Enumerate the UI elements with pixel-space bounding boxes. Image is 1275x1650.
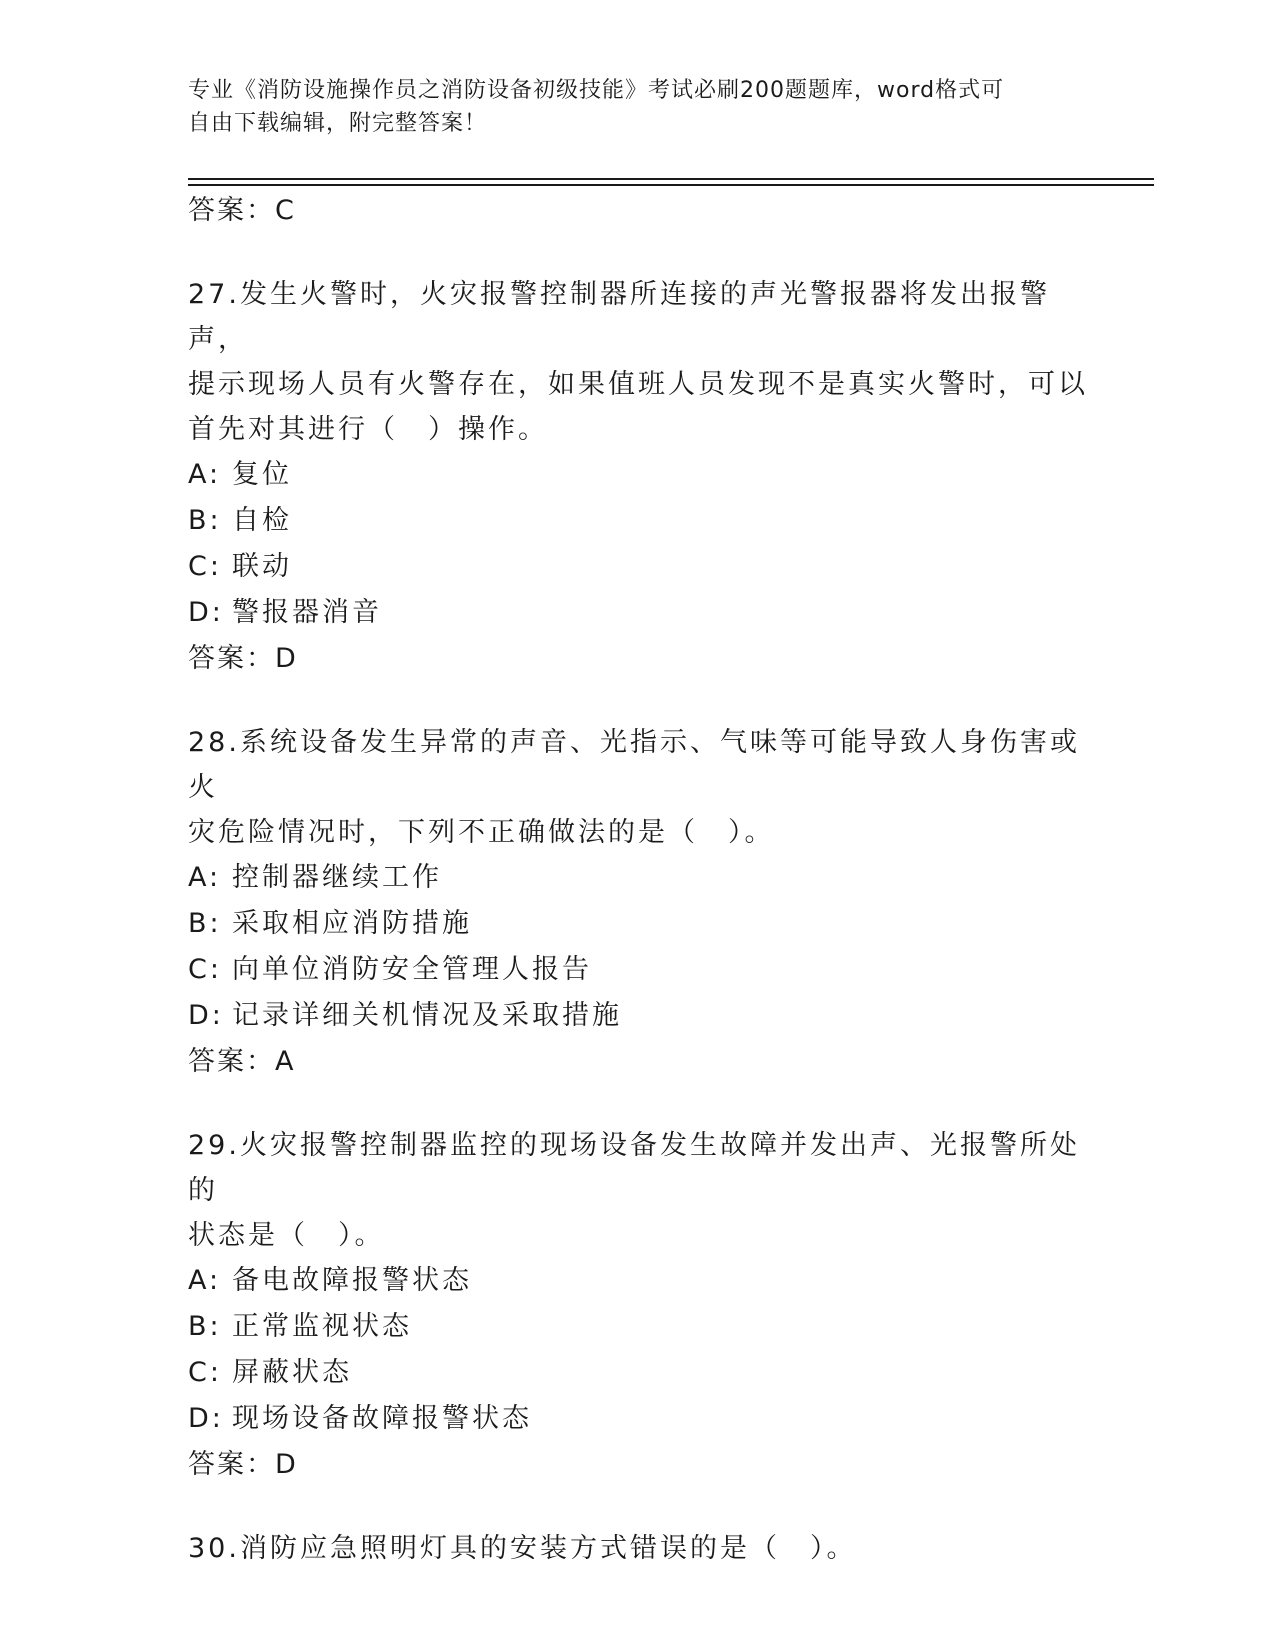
option-b [188, 1304, 1088, 1350]
question-line: 提示现场人员有火警存在，如果值班人员发现不是真实火警时，可以 [188, 369, 1088, 400]
question-line: 30.消防应急照明灯具的安装方式错误的是（ ）。 [188, 1533, 857, 1564]
question-line: 29.火灾报警控制器监控的现场设备发生故障并发出声、光报警所处的 [188, 1130, 1080, 1206]
option-text: 屏蔽状态 [232, 1357, 352, 1388]
question-29 [188, 1123, 1088, 1488]
question-line: 灾危险情况时，下列不正确做法的是（ ）。 [188, 817, 775, 848]
option-text: 复位 [232, 459, 292, 490]
question-line: 28.系统设备发生异常的声音、光指示、气味等可能导致人身伤害或火 [188, 727, 1080, 803]
option-letter: D: [188, 597, 224, 628]
option-a [188, 452, 1088, 498]
question-line: 首先对其进行（ ）操作。 [188, 414, 548, 445]
option-d [188, 1396, 1088, 1442]
answer-line: 答案：A [188, 1046, 296, 1077]
option-c [188, 947, 1088, 993]
option-letter: A: [188, 459, 222, 490]
option-text: 联动 [232, 551, 292, 582]
option-letter: B: [188, 1311, 222, 1342]
option-text: 记录详细关机情况及采取措施 [232, 1000, 622, 1031]
option-letter: D: [188, 1000, 224, 1031]
answer-line: 答案：D [188, 1449, 298, 1480]
header-line-1: 专业《消防设施操作员之消防设备初级技能》考试必刷200题题库，word格式可 [188, 78, 1005, 103]
header-rule-bottom [188, 184, 1154, 186]
option-letter: A: [188, 1265, 222, 1296]
option-text: 现场设备故障报警状态 [232, 1403, 532, 1434]
answer-line: 答案：C [188, 195, 296, 226]
question-line: 状态是（ ）。 [188, 1220, 385, 1251]
option-text: 向单位消防安全管理人报告 [232, 954, 592, 985]
option-c [188, 544, 1088, 590]
document-header [188, 74, 1088, 140]
option-letter: A: [188, 862, 222, 893]
question-30 [188, 1526, 1088, 1571]
question-list [188, 188, 1088, 1571]
option-text: 采取相应消防措施 [232, 908, 472, 939]
question-line: 27.发生火警时，火灾报警控制器所连接的声光警报器将发出报警声， [188, 279, 1050, 355]
question-28 [188, 720, 1088, 1085]
option-letter: C: [188, 1357, 222, 1388]
option-text: 正常监视状态 [232, 1311, 412, 1342]
option-a [188, 855, 1088, 901]
option-letter: B: [188, 908, 222, 939]
option-b [188, 901, 1088, 947]
option-letter: C: [188, 954, 222, 985]
option-a [188, 1258, 1088, 1304]
option-text: 控制器继续工作 [232, 862, 442, 893]
option-d [188, 993, 1088, 1039]
header-rule-top [188, 178, 1154, 180]
option-letter: C: [188, 551, 222, 582]
header-line-2: 自由下载编辑，附完整答案！ [188, 111, 488, 136]
question-27 [188, 272, 1088, 682]
option-b [188, 498, 1088, 544]
option-text: 警报器消音 [232, 597, 382, 628]
option-d [188, 590, 1088, 636]
answer-line: 答案：D [188, 643, 298, 674]
option-c [188, 1350, 1088, 1396]
option-text: 自检 [232, 505, 292, 536]
option-text: 备电故障报警状态 [232, 1265, 472, 1296]
option-letter: D: [188, 1403, 224, 1434]
option-letter: B: [188, 505, 222, 536]
